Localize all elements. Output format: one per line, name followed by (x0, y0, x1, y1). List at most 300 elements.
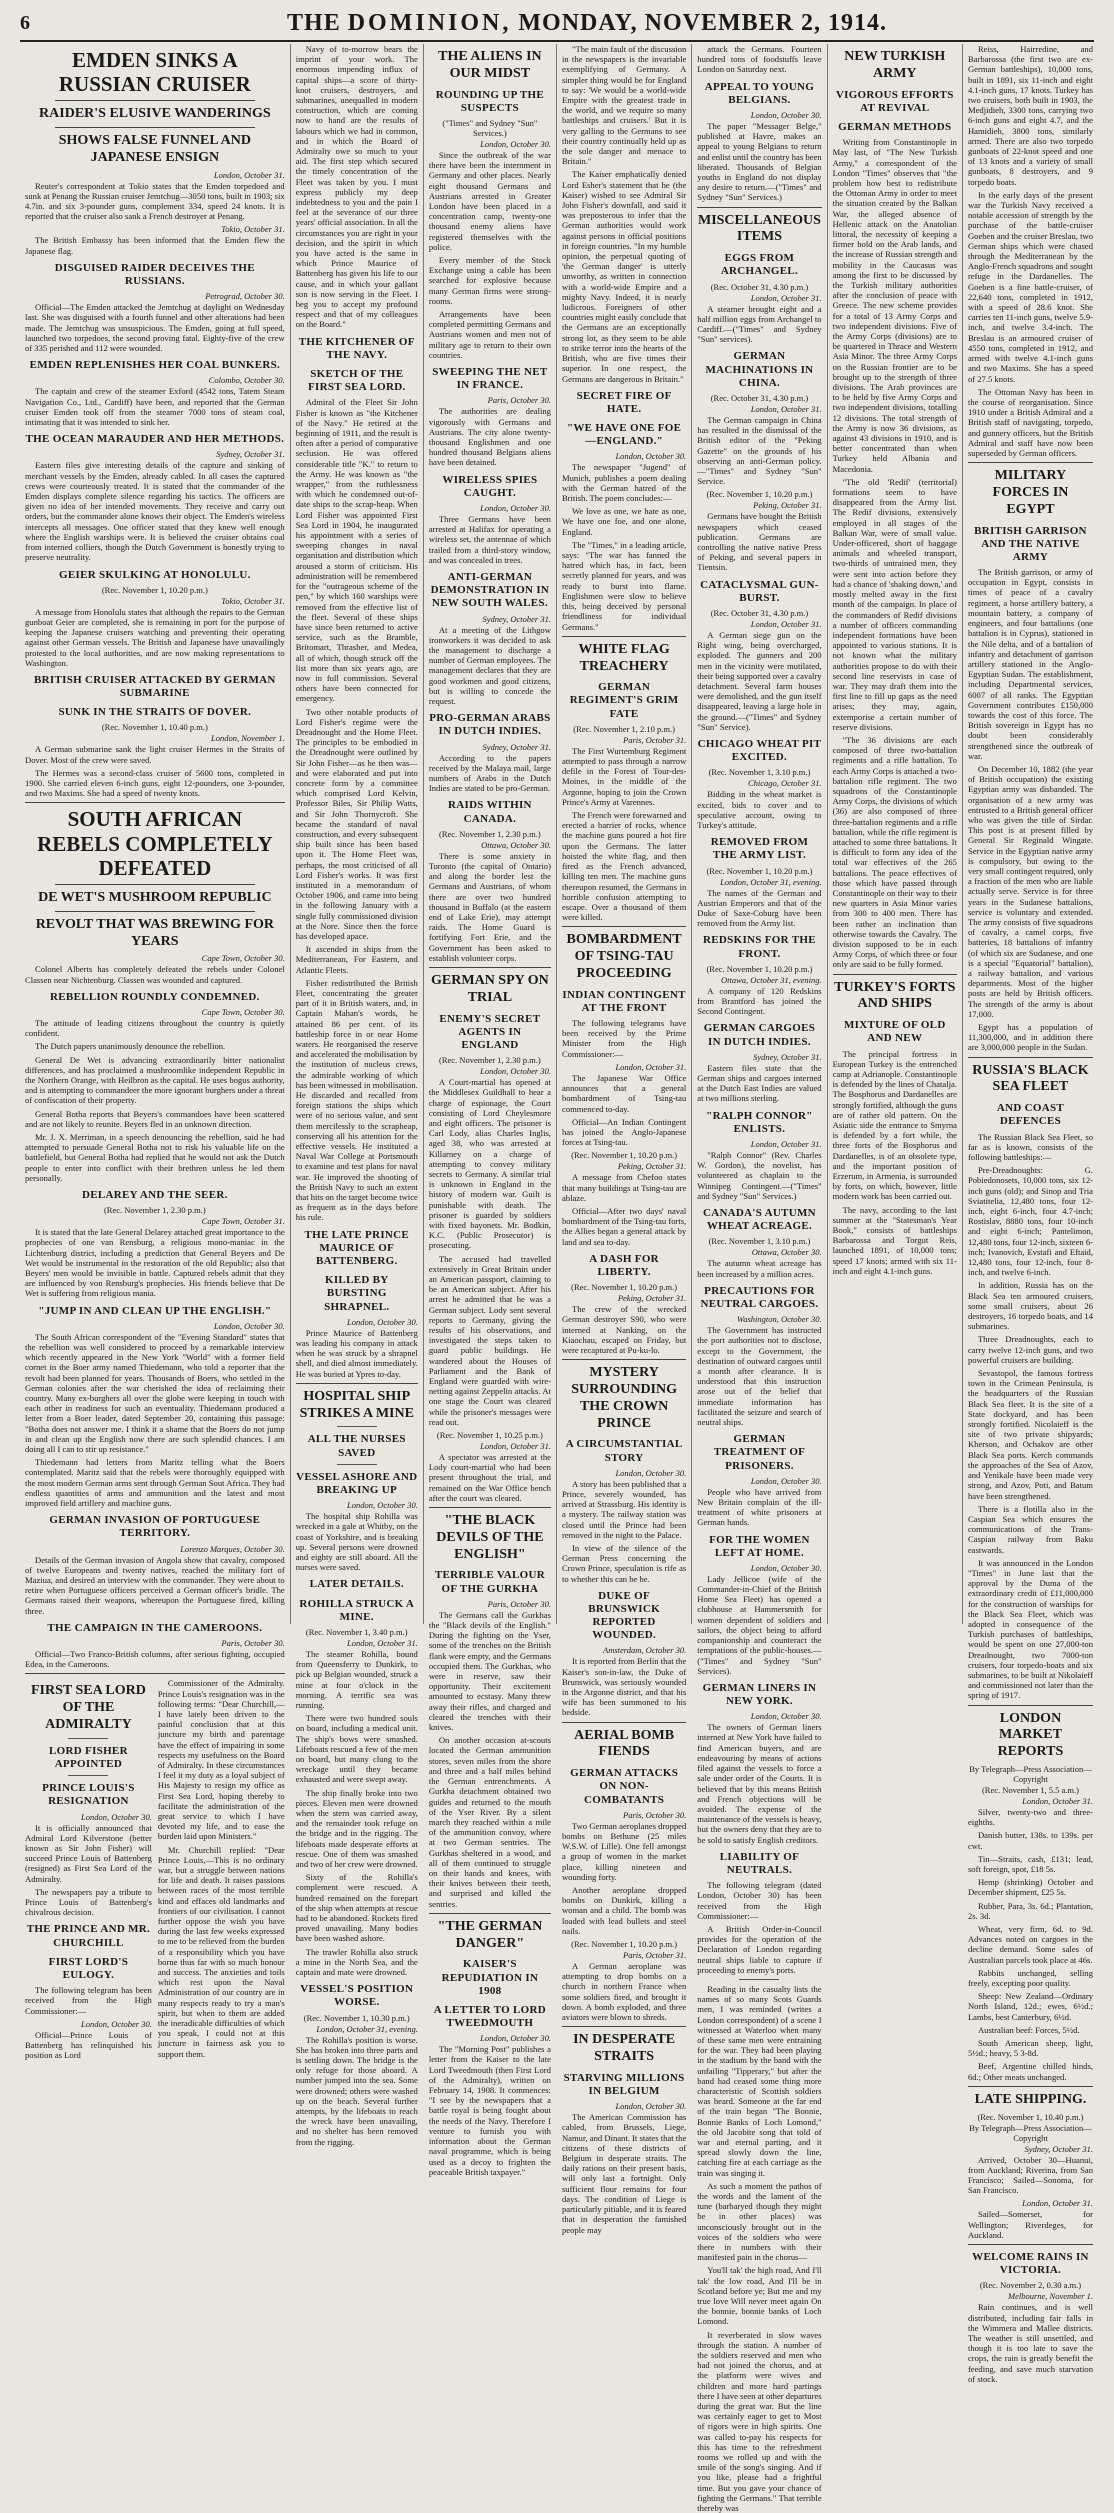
dateline: London, October 30. (750, 1562, 822, 1573)
dateline: London, October 30. (480, 2033, 551, 2044)
received-note: (Rec. November 1, 3.10 p.m.) (708, 767, 811, 778)
admiralty-right (158, 1678, 285, 2063)
section-heading: THE LATE PRINCE MAURICE OF BATTENBERG. (304, 1228, 410, 1268)
article-paragraph: The following telegram (dated London, October 30) has been received from the High Commissioner:— (697, 1880, 822, 1921)
subhead-false-funnel: SHOWS FALSE FUNNEL AND JAPANESE ENSIGN (58, 133, 251, 165)
article-paragraph: Arrived, October 30—Huanui, from Auckland; Riverina, from San Francisco; Sailed—Sonoma, for San Francisco. (967, 2154, 1093, 2196)
market-line: Sheep: New Zealand—Ordinary North Island, 12d.; ewes, 6½d.; Lambs, best Canterbury, 6½d. (967, 1991, 1093, 2022)
received-note: (Rec. November 1, 10.20 p.m.) (571, 1282, 678, 1293)
article-paragraph: A German aeroplane was attempting to drop bombs on a church in northern France when some soldiers fired, and brought it down. A bomb exploded, and three aviators were blown to shreds. (561, 1961, 687, 2023)
article-paragraph: "The old 'Redif' (territorial) formations seem to have disappeared from the Army list. The Redif divisions, extensively employed in all stages of the Balkan War, were of small value. Under-officered, short of baggage animals and wheeled transport, two-thirds of untrained men, they were sent into action before they had a chance of 'shaking down,' and mostly melted away in the first month of the campaign. In place of the commanders of Redif divisions a number of officers commanding independent formations have been appointed to various stations. It is not known what the military authorities propose to do with their second line reservists in case of war. They may draft them into the first line to fill up gaps as the need arises; they may, again, extemporise a certain number of reserve divisions. (832, 476, 957, 732)
article-paragraph: As such a moment the pathos of the words and the lament of the tune (barbaryed though they might be in other places) was unconsciously brought out in the voices of the soldiers who were there in numbers with their manifested pain in the chorus— (697, 2180, 822, 2263)
article-paragraph: A company of 120 Redskins from Brantford has joined the Second Contingent. (697, 985, 822, 1017)
article-paragraph: A message from Chefoo states that many buildings at Tsing-tau are ablaze. (561, 1172, 687, 1203)
article-paragraph: Bidding in the wheat market is excited, bids to cover and to speculative account, owing to Turkey's attitude. (697, 789, 822, 830)
dateline: London, October 30. (346, 1500, 418, 1511)
dateline: Peking, October 31. (617, 1161, 687, 1172)
column-5 (692, 44, 827, 2513)
article-paragraph: We love as one, we hate as one, We have one foe, and one alone, England. (561, 506, 687, 537)
dateline: London, October 31. (480, 1441, 551, 1452)
article-paragraph: The principal fortress in European Turkey is the entrenched camp at Adrianople. Constantinople is defended by the lines of Chatalja. The Bosphorus and Dardanelles are strongly fortified, although the guns are of rather old pattern. On the Asiatic side the entrance to Smyrna is defended by a fort while, the three forts of the Bosphorus and Dardanelles, is of an obsolete type, and the important position of Erzerum, in Armenia, is surrounded by forts, on which, however, little modern work has been carried out. (832, 1048, 957, 1202)
dateline: London, October 31. (750, 1138, 822, 1149)
section-heading: WIRELESS SPIES CAUGHT. (442, 473, 538, 499)
article-paragraph: The accused had travelled extensively in Great Britain under an American passport, claiming to be an American subject. After his arrest he admitted that he was a German subject. Lody sent several reports to Germany, giving the results of his observations, and investigated the steps taken to guard public buildings. He wandered about the Houses of Parliament and the Bank of England were guarded with wire-netting against Zeppelin attacks. At one stage the Court was cleared while the prisoner's messages were read out. (428, 1253, 551, 1427)
dateline: London, October 30. (346, 1316, 418, 1327)
section-heading: GERMAN MACHINATIONS IN CHINA. (705, 350, 814, 389)
paper-name: DOMINION, (347, 9, 512, 36)
dateline: London, October 30. (750, 1475, 822, 1486)
subhead-tweedmouth: A LETTER TO LORD TWEEDMOUTH (433, 2003, 547, 2030)
article-paragraph: The attitude of leading citizens throughout the country is quietly confident. (25, 1017, 285, 1039)
article-paragraph: In addition, Russia has on the Black Sea ten armoured cruisers, some small cruisers, about 26 destroyers, 16 torpedo boats, and 14 submarines. (967, 1280, 1093, 1332)
article-paragraph: Since the outbreak of the war there have been the internment in Germany and other places. Nearly eight thousand Germans and Austrians arrested in Greater London have been placed in a concentration camp, twenty-one thousand enemy aliens have registered themselves with the police. (428, 149, 551, 252)
dateline: Peking, October 31. (617, 1293, 687, 1304)
subhead-nurses: ALL THE NURSES SAVED (307, 1433, 406, 1459)
article-paragraph: Three Dreadnoughts, each to carry twelve 12-inch guns, and two powerful cruisers are building. (967, 1334, 1093, 1365)
market-line: Wheat, very firm, 6d. to 9d. Advances noted on cargoes in the decline demand. Some sales of Australian parcels took place at 46s. (967, 1923, 1093, 1965)
article-paragraph: The paper "Messager Belge," published at Havre, makes an appeal to young Belgians to return and enlist until the country has been liberated. Thousands of Belgian youths in England do not display any desire to return.—("Times" and Sydney "Sun" Services.) (697, 120, 822, 203)
received-note: (Rec. November 1, 3.10 p.m.) (708, 1236, 811, 1247)
section-heading: BRITISH CRUISER ATTACKED BY GERMAN SUBMARINE (34, 673, 276, 700)
received-note: (Rec. October 31, 4.30 p.m.) (710, 607, 809, 618)
dateline: Tokio, October 31. (221, 595, 285, 606)
article-paragraph: It ascended in ships from the Mediterranean, For Eastern, and Atlantic Fleets. (295, 944, 418, 975)
section-heading: EGGS FROM ARCHANGEL. (720, 252, 799, 278)
received-note: (Rec. November 1, 2.10 p.m.) (573, 723, 675, 734)
headline-desperate-straits: IN DESPERATE STRAITS (573, 2032, 676, 2065)
received-note: (Rec. November 2, 0.30 a.m.) (979, 2280, 1082, 2291)
dateline: Paris, October 30. (221, 1637, 285, 1648)
article-paragraph: In the early days of the present war the Turkish Navy received a notable accession of strength by the purchase of the battle-cruiser Goeben and the cruiser Breslau, two German ships which were chased through the Mediterranean by the Anglo-French squadrons and sought refuge in the Dardanelles. The Goeben is a fine battle-cruiser, of 22,640 tons, completed in 1912, with a speed of 28.6 knot. She carries ten 11-inch guns, twelve 5.9-inch, and twelve 3.4-inch. The Breslau is an armoured cruiser of 4550 tons, completed in 1912, and armed with twelve 4.1-inch guns and two Maxims. She has a speed of 27.5 knots. (967, 189, 1093, 384)
received-note: (Rec. November 1, 10.40 p.m.) (101, 722, 208, 733)
article-paragraph: According to the papers received by the Malaya mail, large numbers of Arabs in the Dutch Indies are stated to be pro-German. (428, 752, 551, 794)
article-paragraph: Commissioner of the Admiralty. Prince Louis's resignation was in the following terms: "Dear Churchill,—I have lately been driven to the painful conclusion that at this juncture my birth and parentage have the effect of impairing in some respects my usefulness on the Board of Admiralty. In these circumstances I feel it my duty as a loyal subject of His Majesty to resign my office as First Sea Lord, hoping thereby to facilitate the administration of the great service to which I have devoted my life, and to ease the burden laid upon Ministers." (157, 1678, 285, 1842)
subhead-revival: VIGOROUS EFFORTS AT REVIVAL (835, 88, 954, 114)
dateline: Washington, October 30. (736, 1314, 822, 1325)
article-paragraph: Eastern files state that the German ships and cargoes interned at the Dutch East Indies are valued at two millions sterling. (697, 1062, 822, 1104)
article-paragraph: Germans have bought the British newspapers which ceased publication. Germans are controlling the native native Press of Peking, and several papers in Tientsin. (697, 511, 822, 573)
article-paragraph: The navy, according to the last summer at the "Statesman's Year Book," consists of battleships Barbarossa and Torgut Reis, launched 1891, of 10,000 tons; speed 17 knots; armed with six 11-inch and eight 4.1-inch guns. (832, 1204, 957, 1276)
article-paragraph: The following telegrams have been received by the Prime Minister from the High Commissioner:— (561, 1018, 687, 1059)
section-heading: ANTI-GERMAN DEMONSTRATION IN NEW SOUTH WALES. (430, 571, 550, 610)
article-paragraph: The Japanese War Office announces that a general bombardment of Tsing-tau commenced to-day. (561, 1072, 687, 1114)
article-paragraph: A story has been published that a Prince, severely wounded, has arrived at Strassburg. His identity is a mystery. The railway station was closed until the Prince had been removed in the night to the Palace. (561, 1478, 687, 1540)
subhead-revolt: REVOLT THAT WAS BREWING FOR YEARS (35, 916, 275, 949)
article-paragraph: Pre-Dreadnoughts: G. Pobiedonosets, 10,000 tons, six 12-inch guns (old); and Sinop and Tria Sviatitelia, 12,480 tons, four 12-inch, eight 6-inch, four 4.7-inch; Rostislav, 8880 tons, four 10-inch and eight 6-inch; Pantelimon, 12,480 tons, four 12-inch, sixteen 6-inch; Ivanovich, Evstafi and Eftaid, 12,480 tons, four 12-inch, four 8-inch, and twelve 6-inch. (967, 1165, 1094, 1278)
section-heading: APPEAL TO YOUNG BELGIANS. (704, 80, 815, 106)
dateline: Sydney, October 31. (216, 449, 285, 460)
article-paragraph: Two other notable products of Lord Fisher's regime were the Dreadnought and the Home Fleet. The principles to be embodied in the Dreadnought were outlined by Sir John Fisher—as he then was—and were elaborated and put into concrete form by a committee which comprised Lord Kelvin, Professor Biles, Sir Philip Watts, and Sir John Thornycroft. She became the standard of naval construction, and every subsequent ship built since has been based upon it. The Home Fleet was, perhaps, the most criticised of all Lord Fisher's works. It was first instituted in a memorandum of October 1906, and came into being in the following January with a single fully commissioned division at the Nore. Since then the force has developed apace. (295, 706, 418, 941)
section-heading: LATER DETAILS. (309, 1578, 404, 1591)
dateline: London, October 31. (1022, 1795, 1093, 1806)
article-paragraph: Navy of to-morrow bears the imprint of your work. The enormous impending influx of capital ships—a score of thirty-knot cruisers, destroyers, and submarines, unequalled in modern construction, which are coming now to hand are the results of labours which we had in common, and in which the Board of Admiralty owe so much to your aid. The first step which secured the timely concentration of the Fleet was taken by you. I must express publicly my deep indebtedness to you and the pain I feel at the severance of our three years' official association. In all the circumstances you are right in your decision, and the spirit in which you have acted is the same in which Prince Maurice of Battenberg has given his life to our cause, and in which your gallant son is now serving in the Fleet. I beg you to accept my profound respect and that of my colleagues on the Board." (295, 44, 418, 330)
article-paragraph: "Ralph Connor" (Rev. Charles W. Gordon), the novelist, has volunteered as chaplain to the Winnipeg Contingent.—("Times" and Sydney "Sun" Services.) (697, 1149, 822, 1201)
headline-turkish-army: NEW TURKISH ARMY (844, 49, 946, 81)
dateline: Paris, October 30. (487, 1598, 551, 1609)
section-heading: REMOVED FROM THE ARMY LIST. (710, 836, 809, 862)
article-paragraph: Arrangements have been completed permitting Germans and Austrians women and men not of military age to return to their own countries. (428, 309, 551, 360)
article-paragraph: It reverberated in slow waves through the station. A number of the soldiers reserved and men who had not joined the chorus, and at the platform were wives and children and more hard partings there I have seen at other departures during the great war. But the line was certainly eager to get to Most of rigors were in high spirits. One was called to-pay his respects for this has time to the refreshment rooms we rolled up and with the smile of the song's singing. And if you like, please had a frightful time. But you gave your chance of fighting the Germans." That terrible thereby was (697, 2329, 822, 2513)
headline-german-danger: "THE GERMAN DANGER" (437, 1918, 543, 1951)
article-paragraph: Official—After two days' naval bombardment of the Tsing-tau forts, the Allies began a general attack by land and sea to-day. (561, 1205, 687, 1247)
article-paragraph: The hospital ship Rohilla was wrecked in a gale at Whitby, on the coast of Yorkshire, and is breaking up. Several persons were drowned and eighty are still aboard. All the nurses were saved. (295, 1511, 418, 1573)
article-paragraph: attack the Germans. Fourteen hundred tons of foodstuffs leave London on Saturday next. (697, 44, 822, 75)
article-paragraph: "The main fault of the discussion in the newspapers is the invariable exemplifying of Germany. A simpler thing would be for England to say: 'We would be a world-wide Empire with the greatest trade in the world, and we require so many battleships and cruisers.' But it is very galling to the Germans to see their country continually held up as the sole danger and menace to Britain." (561, 44, 687, 167)
dateline: Paris, October 30. (623, 1809, 687, 1820)
subhead-regiment: GERMAN REGIMENT'S GRIM FATE (569, 681, 679, 720)
dateline: Sydney, October 31. (482, 741, 551, 752)
article-paragraph: The newspaper "Jugend" of Munich, publishes a poem dealing with the German hatred of the British. The poem concludes:— (561, 462, 687, 504)
section-heading: DUKE OF BRUNSWICK REPORTED WOUNDED. (588, 1589, 660, 1642)
dateline: London, October 30. (750, 1711, 822, 1722)
section-heading: LIABILITY OF NEUTRALS. (719, 1850, 800, 1876)
section-heading: CHICAGO WHEAT PIT EXCITED. (697, 738, 822, 764)
article-paragraph: The British garrison, or army of occupation in Egypt, consists in times of peace of a cavalry regiment, a horse artillery battery, a mountain battery, a company of engineers, and four battalions (one battalion is in Cyprus), stationed in the Nile delta, and of a battalion of infantry and detachment of garrison artillery stationed in the Anglo-Egyptian Sudan. The establishment, including Departmental services, 6007 of all ranks. The Egyptian Government contributes £150,000 towards the cost of this force. The British sovereign in Egypt has no doubt been considerably strengthened since the outbreak of war. (967, 567, 1093, 761)
subhead-circumstantial: A CIRCUMSTANTIAL STORY (565, 1438, 683, 1464)
column-7 (963, 44, 1098, 2384)
dateline: London, October 31, evening. (720, 876, 822, 887)
section-heading: GERMAN TREATMENT OF PRISONERS. (713, 1433, 806, 1472)
masthead (20, 6, 1094, 42)
dateline: Chicago, October 31. (747, 778, 822, 789)
article-paragraph: A spectator was arrested at the Lody court-martial who had been present throughout the trial, and remained on the War Office bench after the court was cleared. (428, 1452, 551, 1503)
article-paragraph: The newspapers pay a tribute to Prince Louis of Battenberg's chivalrous decision. (25, 1886, 152, 1918)
dateline: London, October 30. (615, 451, 687, 462)
article-paragraph: It was announced in the London "Times" in June last that the approval by the Duma of the extraordinary credit of £11,000,000 for the construction of warships for the Black Sea Fleet, which was adopted in consequence of the Turkish purchases of battleships, would be spent on one 27,000-ton Dreadnought, two 7000-ton cruisers, four torpedo-boats and six submarines, to be built at Nikolaieff and commissioned not later than the spring of 1917. (967, 1557, 1093, 1701)
article-paragraph: The "Times," in a leading article, says: "The war has fanned the hatred which has, in fact, been secretly planned for years, and was ready to burst into flame. Englishmen were slow to believe this, being deceived by personal friendliness for individual Germans." (561, 539, 687, 632)
issue-date: MONDAY, NOVEMBER 2, 1914. (518, 9, 887, 36)
newspaper-title (80, 10, 1094, 37)
columns (20, 44, 1098, 2513)
subhead-raider: RAIDER'S ELUSIVE WANDERINGS (39, 106, 271, 122)
dateline: London, October 30. (81, 2018, 152, 2029)
article-paragraph: Official—An Indian Contingent has joined the Anglo-Japanese forces at Tsing-tau. (561, 1116, 687, 1148)
article-paragraph: The names of the German and Austrian Emperors and that of the Duke of Saxe-Coburg have been removed from the Army list. (697, 887, 822, 929)
article-paragraph: The French were forewarned and erected a barrier of rocks, whence the machine guns poured a hot fire upon the Germans. The latter hoisted the white flag, and then fired as the French advanced, killing ten men. The machine guns thereupon resumed, the Germans in horrible confusion attempting to escape. Over a thousand of them were killed. (561, 810, 687, 923)
section-heading: A DASH FOR LIBERTY. (589, 1252, 659, 1278)
section-heading: "RALPH CONNOR" ENLISTS. (706, 1109, 813, 1135)
market-line: Silver, twenty-two and three-eighths. (967, 1806, 1093, 1828)
dateline: Cape Town, October 30. (201, 1006, 285, 1017)
subhead-belgium: STARVING MILLIONS IN BELGIUM (563, 2071, 685, 2098)
subhead-garrison: BRITISH GARRISON AND THE NATIVE ARMY (974, 524, 1087, 563)
received-note: (Rec. November 1, 10.40 p.m.) (977, 2111, 1084, 2122)
dateline: London, October 31. (750, 403, 822, 414)
dateline: Ottawa, October 30. (481, 839, 551, 850)
market-line: Rubber, Para, 3s. 6d.; Plantation, 2s. 3d. (967, 1900, 1093, 1921)
headline-aerial-bomb: AERIAL BOMB FIENDS (574, 1727, 675, 1760)
received-note: (Rec. November 1, 10.20 p.m.) (706, 865, 813, 876)
article-paragraph: A German siege gun on the Right wing, being overcharged, exploded. The gunners and 200 men in the vicinity were mutilated, their being supported over a cavalry detachment. Several farm houses were demolished, and the gun itself disappeared, leaving a large hole in the ground.—("Times" and Sydney "Sun" Service). (697, 629, 822, 732)
article-paragraph: The "Morning Post" publishes a letter from the Kaiser to the late Lord Tweedmouth (then First Lord of the Admiralty), written on February 14, 1908. It commences: "I see by the newspapers that a battle royal is being fought about the needs of the Navy. Therefore I venture to furnish you with information about the German naval programme, which is being used as a decoy to frighten the peaceable British taxpayer." (428, 2044, 551, 2177)
article-paragraph: Reuter's correspondent at Tokio states that the Emden torpedoed and sunk at Penang the Russian cruiser Jemtchug—3050 tons, built in 1903; six 4.7in. and six 3-pounder guns, complement 334, speed 24 knots. It is reported that the cruiser also sank a French destroyer at Penang. (25, 180, 285, 222)
market-line: Australian beef: Forces, 5½d. (977, 2024, 1080, 2035)
headline-black-devils: "THE BLACK DEVILS OF THE ENGLISH" (436, 1513, 544, 1562)
subhead-coast-defences: AND COAST DEFENCES (996, 1102, 1065, 1128)
article-paragraph: It is officially announced that Admiral Lord Kilverstone (better known as Sir John Fisher) will succeed Prince Louis of Battenberg (resigned) as First Sea Lord of the Admiralty. (25, 1822, 152, 1884)
received-note: (Rec. November 1, 2.30 p.m.) (439, 828, 541, 839)
headline-emden: EMDEN SINKS A RUSSIAN CRUISER (58, 48, 251, 97)
article-paragraph: A Court-martial has opened at the Middlesex Guildhall to hear a charge of espionage, the Court consisting of Lord Cheylesmore and eight officers. The prisoner is Carl Lody, alias Charles Inglis, aged 38, who was arrested at Killarney on a charge of attempting to convey military secrets to Germany. A similar trial is unknown in England in the history of modern war. Guilt is punishable with death. The prisoner is guarded by soldiers with fixed bayonets. Mr. Bodkin, K.C. (Public Prosecutor) is prosecuting. (428, 1077, 551, 1251)
page-number: 6 (20, 11, 30, 34)
dateline: London, October 30. (750, 109, 822, 120)
received-note: (Rec. November 1, 10.20 p.m.) (571, 1150, 678, 1161)
subhead-fisher: LORD FISHER APPOINTED (49, 1744, 128, 1770)
section-heading: VESSEL'S POSITION WORSE. (300, 1983, 414, 2009)
received-note: (Rec. October 31, 4.30 p.m.) (710, 281, 809, 292)
article-paragraph: On December 10, 1882 (the year of British occupation) the existing Egyptian army was disbanded. The organisation of a new army was entrusted to a British general officer who was given the title of Sirdar. This post is at present filled by General Sir Reginald Wingate. Service in the Egyptian native army is compulsory, but owing to the very small contingent required, only a fraction of the men who are liable actually serve. Service is for three years in the Sudanese battalions, service is voluntary and extended. The army consists of five squadrons of cavalry, a camel corps, five batteries, 18 battalions of infantry (of which six are Sudanese, and one is a special "Equatorial" battalion), a railway battalion, and various departments. Most of the higher posts are held by British officers. The strength of the army is about 17,000. (967, 763, 1093, 1019)
article-paragraph: General De Wet is advancing extraordinarily bitter nationalist differences, and has proclaimed a mushroomlike independent Republic in the Northern Orange, with Heilbron as the capital. He uses bogus authority, and is attempting to commandeer the more ignorant burghers under a threat of confiscation of their property. (25, 1054, 285, 1106)
headline-welcome-rains: WELCOME RAINS IN VICTORIA. (972, 2251, 1089, 2277)
dateline: Colombo, October 30. (208, 375, 285, 386)
subhead-de-wet: DE WET'S MUSHROOM REPUBLIC (38, 889, 272, 905)
dateline: Paris, October 31. (623, 734, 687, 745)
subhead-eulogy: FIRST LORD'S EULOGY. (48, 1955, 129, 1981)
dateline: Amsterdam, October 30. (603, 1645, 687, 1656)
article-paragraph: The trawler Rohilla also struck a mine in the North Sea, and the captain and mate were drowned. (295, 1946, 418, 1978)
received-note: (Rec. November 1, 10.20 p.m.) (706, 963, 813, 974)
article-paragraph: Mr. J. X. Merriman, in a speech denouncing the rebellion, said he had attempted to persuade General Botha not to risk his valuable life on the battlefield, but General Botha had replied that he would not ask the Dutch people to enter into conflict with their brethren unless he led them personally. (25, 1131, 285, 1183)
subhead-vessel-ashore: VESSEL ASHORE AND BREAKING UP (296, 1470, 418, 1496)
dateline: London, October 31, evening. (316, 2023, 418, 2034)
subhead-old-and-new: MIXTURE OF OLD AND NEW (843, 1019, 946, 1045)
section-heading: SECRET FIRE OF HATE. (576, 389, 672, 415)
dateline: London, October 30. (615, 1467, 687, 1478)
section-heading: GERMAN LINERS IN NEW YORK. (702, 1681, 817, 1708)
dateline: Lorenzo Marques, October 30. (180, 1543, 285, 1554)
article-paragraph: Thiedemann had letters from Maritz telling what the Boers contemplated. Maritz said that the rebels were thoroughly equipped with the most modern German arms sent through German Sout Africa. They had endless quantities of arms and ammunition and the latest and most improved field artillery and machine guns. (25, 1457, 285, 1508)
section-subheading: "WE HAVE ONE FOE—ENGLAND." (566, 422, 682, 448)
section-heading: SWEEPING THE NET IN FRANCE. (432, 366, 548, 392)
received-note: (Rec. November 1, 2.30 p.m.) (103, 1205, 206, 1216)
dateline: London, November 1. (211, 733, 285, 744)
article-paragraph: Every member of the Stock Exchange using a cable has been searched for explosive because many German firms were strong-rooms. (428, 255, 551, 306)
article-paragraph: The Government has instructed the port authorities not to disclose, except to the Government, the destination of outward cargoes until a month after clearance. It is understood that this instruction arose out of the belief that immediate information has facilitated the seizure and search of neutral ships. (697, 1325, 822, 1427)
dateline: Peking, October 31. (753, 500, 822, 511)
article-paragraph: The owners of German liners interned at New York have failed to find American buyers, and are endeavouring by means of actions filed against the vessels to force a sale under order of the Courts. It is believed that by this means British and French objections will be avoided. The expense of the maintenance of the vessels is heavy, but the owners deny that they are to be sold to satisfy English creditors. (697, 1722, 822, 1845)
section-heading: GERMAN CARGOES IN DUTCH INDIES. (703, 1022, 816, 1048)
article-paragraph: There were two hundred souls on board, including a medical unit. The ship's bows were smashed. Lifeboats rescued a few of the men on board, but many clung to the wreckage until they became exhausted and were swept away. (295, 1713, 418, 1785)
market-line: Danish butter, 138s. to 139s. per cwt. (967, 1830, 1093, 1851)
source-note: By Telegraph—Press Association—Copyright (969, 1763, 1092, 1784)
article-paragraph: On another occasion at-scouts located the German ammunition stores, seven miles from the shore and three and a half miles behind the German entrenchments. A Gurkha detachment obtained two guides and returned to the mouth of the Yser River. By a silent march they reached within a mile of the ammunition convoy, where at two German sentries. The Gurkhas sheltered in a wood, and all of them continued to struggle on their hands and knees, with their knives between their teeth, and surprised and killed the sentries. (428, 1735, 551, 1909)
subhead-resignation: PRINCE LOUIS'S RESIGNATION (42, 1782, 135, 1808)
section-heading: THE CAMPAIGN IN THE CAMEROONS. (47, 1621, 263, 1634)
section-subheading: KILLED BY BURSTING SHRAPNEL. (324, 1274, 390, 1313)
section-heading: REBELLION ROUNDLY CONDEMNED. (50, 990, 260, 1003)
section-subheading: ROHILLA STRUCK A MINE. (299, 1597, 415, 1623)
article-paragraph: Official—The Emden attacked the Jemtchug at daylight on Wednesday last. She was disguised with a fourth funnel and other alterations had been made. The Jemtchug was unsuspicious. The Emden, going at full speed, launched two torpedoes, the second proving fatal. Eighty-five of the crew of 335 perished and 112 were wounded. (25, 302, 285, 354)
headline-aliens: THE ALIENS IN OUR MIDST (438, 49, 542, 81)
received-note: (Rec. November 1, 2.30 p.m.) (439, 1055, 541, 1066)
dateline: Petrograd, October 30. (205, 291, 285, 302)
admiralty-left (25, 1678, 152, 2063)
article-paragraph: The autumn wheat acreage has been increased by a million acres. (697, 1258, 822, 1279)
article-paragraph: Official—Prince Louis of Battenberg has relinquished his position as Lord (25, 2029, 152, 2061)
dateline: London, October 30. (480, 503, 551, 513)
dateline: Paris, October 30. (487, 395, 551, 406)
section-heading: GERMAN INVASION OF PORTUGUESE TERRITORY. (49, 1514, 261, 1540)
received-note: (Rec. November 1, 10.25 p.m.) (436, 1430, 543, 1441)
market-line: Rabbits unchanged, selling freely, excepting poor quality. (967, 1967, 1093, 1988)
article-paragraph: Official—Two Franco-British columns, after serious fighting, occupied Edea, in the Cameroons. (25, 1648, 285, 1670)
article-paragraph: Mr. Churchill replied: "Dear Prince Louis,—This is no ordinary war, but a struggle between nations for life and death. It raises passions between races of the most terrible kind and effaces old landmarks and frontiers of our civilisation. I cannot further oppose the wish you have during the last few weeks expressed to me to be relieved from the burden of a responsibility which you have borne thus far with so much honour and success. The anxieties and toils which rest upon the Naval Administration of our country are in many respects ready to try a man's spirit, but when to them are added the ineradicable difficulties of which you speak, I could not at this juncture in fairness ask you to support them. (157, 1844, 285, 2059)
dateline: Melbourne, November 1. (1008, 2291, 1093, 2302)
article-paragraph: People who have arrived from New Britain complain of the ill-treatment of white prisoners at German hands. (697, 1486, 822, 1528)
received-note: (Rec. November 1, 5.5 a.m.) (981, 1784, 1079, 1795)
article-paragraph: It is stated that the late General Delarey attached great importance to the prophecies of one van Rensburg, a religious mono-maniac in the Lichtenburg district, including a prediction that General Beyers and De Wet would be instrumental in the restoration of the old Republic; also that Beyers' men would be invisible in battle. Captured rebels admit that they are influenced by von Rensburg's prophecies. His friends believe that De Wet is suffering from religious mania. (25, 1227, 285, 1299)
dateline: Cape Town, October 30. (201, 953, 285, 964)
article-paragraph: Reading in the casualty lists the names of so many Scots Guards men, I was reminded (writes a London correspondent) of a scene I witnessed at Waterloo when many of these same men were entraining for the war. They had been playing in the stadium by the band with the unfailing "Tipperary," but after the band had ceased some thing more characteristic of Scottish soldiers was heard. Someone at the far end of the train began "The Bonnie, Bonnie Banks of Loch Lomond," the old Jacobite song that told of war and eternal parting, and it spread slowly down the line, catching fire at each carriage as the train was singing it. (697, 1983, 822, 2178)
article-paragraph: A British Order-in-Council provides for the operation of the Declaration of London regarding neutral ships liable to capture if proceeding to enemy's ports. (697, 1923, 822, 1975)
dateline: Sydney, October 31. (753, 1051, 822, 1062)
column-6 (828, 44, 963, 1624)
headline-market-reports: LONDON MARKET REPORTS (997, 1710, 1064, 1760)
article-paragraph: The Rohilla's position is worse. She has broken into three parts and is settling down. The bridge is the only refuge for those aboard. A number jumped into the sea. Some were drowned; others were washed up on the beach. Several further attempts, by the lifeboats to reach the wreck have been unavailing, and no shelter has been removed from the rigging. (295, 2034, 418, 2147)
headline-turkey-forts: TURKEY'S FORTS AND SHIPS (834, 979, 956, 1012)
subhead-kaiser: KAISER'S REPUDIATION IN 1908 (441, 1958, 539, 1997)
subhead-german-methods: GERMAN METHODS (838, 120, 952, 133)
section-heading: "JUMP IN AND CLEAN UP THE ENGLISH." (38, 1304, 272, 1317)
section-heading: RAIDS WITHIN CANADA. (448, 799, 532, 825)
article-paragraph: Colonel Alberts has completely defeated the rebels under Colonel Classen near Nichtenburg. Classen was wounded and captured. (25, 964, 285, 985)
article-paragraph: There is a flotilla also in the Caspian Sea which ensures the communications of the Trans-Caspian railway from Baku eastwards. (967, 1503, 1093, 1555)
article-paragraph: "The 36 divisions are each composed of three two-battalion regiments and a rifle battalion. To each Army Corps is attached a two-battalion rifle regiment. The two squadrons of the Constantinople Army Corps, the divisions of which (36) are also composed of three three-battalion regiments and a rifle battalion, while the rifle regiment is attached to some three battalions. It is difficult to form any idea of the total war effectives of the 265 battalions. The peace effectives of those which have passed through Constantinople on their way to their new quarters in Asia Minor varies from 300 to 400 men. There has been rather an inclination than otherwise towards the Cavalry. The division supposed to be in each Army Corps, of which three or four only are said to be fully formed. (832, 734, 957, 970)
section-heading: THE OCEAN MARAUDER AND HER METHODS. (25, 433, 285, 446)
section-heading: PRECAUTIONS FOR NEUTRAL CARGOES. (700, 1284, 819, 1310)
article-paragraph: Lady Jellicoe (wife of the Commander-in-Chief of the British Home Sea Fleet) has opened a clubhouse at Hammersmith for women dependent of soldiers and sailors, the object being to afford companionship and counteract the temptations of the public-houses.—("Times" and Sydney "Sun" Services). (697, 1573, 822, 1676)
article-paragraph: Sailed—Somerset, for Wellington; Riverdeges, for Auckland. (967, 2209, 1093, 2240)
headline-white-flag: WHITE FLAG TREACHERY (578, 641, 670, 674)
subhead-indian-contingent: INDIAN CONTINGENT AT THE FRONT (562, 988, 686, 1014)
dateline: Tokio, October 31. (221, 224, 285, 235)
headline-late-shipping: LATE SHIPPING. (974, 2091, 1087, 2107)
dateline: London, October 31. (750, 618, 822, 629)
article-paragraph: Egypt has a population of 11,300,000, and in addition there are 3,000,000 people in the Sudan. (967, 1022, 1093, 1053)
article-paragraph: Reiss, Hairredine, and Barbarossa (the first two are ex-German battleships), 10,000 tons, built in 1891, six 11-inch and eight 4.1-inch guns, 17 knots. Turkey has two cruisers, both built in 1903, the Medjidieh, 3300 tons, carrying two 6-inch guns and eight 4.7, and the Hamidieh, 3800 tons, similarly armed. There are also two torpedo gunboats of 22-knot speed and one of 13 knots and a variety of small gunboats, 8 destroyers, and 9 torpedo boats. (967, 44, 1093, 187)
market-line: Hemp (shrinking) October and December shipment, £25 5s. (967, 1877, 1093, 1898)
received-note: (Rec. November 1, 10.20 p.m.) (571, 1939, 678, 1950)
subhead-gurkha: TERRIBLE VALOUR OF THE GURKHA (434, 1569, 545, 1595)
article-paragraph: A steamer brought eight and a half million eggs from Archangel to Cardiff.—("Times" and Sydney "Sun" services). (697, 303, 822, 345)
article-paragraph: The American Commission has cabled, from Brussels, Liege, Namur, and Dinant. It states that the citizens of these districts of Belgium in desperate straits. The daily rations on their present basis, will only last a fortnight. Only sufficient flour remains for four days. The condition of Liege is particularly pitiable, and it is feared that in desperation the famished people may (561, 2112, 687, 2235)
section-heading: PRO-GERMAN ARABS IN DUTCH INDIES. (429, 712, 551, 738)
dateline: Paris, October 31. (623, 1950, 687, 1961)
column-4 (557, 44, 692, 2235)
article-paragraph: In view of the silence of the German Press concerning the Crown Prince, speculation is rife as to whether this can be he. (561, 1542, 687, 1584)
dateline: London, October 31. (1022, 2198, 1093, 2209)
article-paragraph: Prince Maurice of Battenberg was leading his company in attack when he was struck by a shrapnel shell, and died almost immediately. He was buried at Ypres to-day. (295, 1327, 418, 1379)
dateline: London, October 31. (213, 169, 285, 180)
headline-rebels: SOUTH AFRICAN REBELS COMPLETELY DEFEATED (37, 807, 273, 880)
section-heading: FOR THE WOMEN LEFT AT HOME. (709, 1533, 810, 1559)
section-heading: CATACLYSMAL GUN-BURST. (700, 578, 819, 604)
headline-miscellaneous: MISCELLANEOUS ITEMS (697, 212, 821, 245)
dateline: London, October 30. (480, 138, 551, 149)
column-1 (20, 44, 291, 2061)
article-paragraph: The steamer Rohilla, bound from Queensferry to Dunkirk, to pick up Belgian wounded, struck a mine at four o'clock in the morning. A terrific sea was running. (295, 1648, 418, 1710)
dateline: London, October 31. (750, 292, 822, 303)
article-paragraph: The German campaign in China has resulted in the dismissal of the British editor of the "Peking Gazette" on the grounds of his observing an anti-German policy.—"Times" and Sydney "Sun" Service. (697, 414, 822, 487)
market-line: Beef, Argentine chilled hinds, 6d.; Other meats unchanged. (967, 2061, 1093, 2082)
headline-crown-prince: MYSTERY SURROUNDING THE CROWN PRINCE (571, 1365, 678, 1431)
article-paragraph: Another aeroplane dropped bombs on Dunkirk, killing a woman and a child. The bomb was loaded with lead bullets and steel nails. (561, 1885, 687, 1936)
headline-sea-lord: FIRST SEA LORD OF THE ADMIRALTY (30, 1683, 146, 1732)
article-paragraph: A German submarine sank the light cruiser Hermes in the Straits of Dover. Most of the crew were saved. (25, 744, 285, 765)
received-note: (Rec. October 31, 4.30 p.m.) (710, 392, 809, 403)
dateline: London, October 30. (480, 1066, 551, 1077)
article-paragraph: The Russian Black Sea Fleet, so far as is known, consists of the following battleships:— (967, 1131, 1093, 1162)
section-heading: THE KITCHENER OF THE NAVY. (298, 335, 415, 361)
received-note: (Rec. November 1, 3.40 p.m.) (305, 1626, 408, 1637)
subhead-secret-agents: ENEMY'S SECRET AGENTS IN ENGLAND (439, 1012, 541, 1051)
article-paragraph: The Ottoman Navy has been in the course of reorganisation. Since 1910 under a British Admiral and a British staff of navigating, torpedo, and gunnery officers, but the British Admiral and staff have now been superseded by German officers. (967, 386, 1093, 458)
article-paragraph: Writing from Constantinople in May last, of "The New Turkish Army," a correspondent of the London "Times" observes that "the problem how best to redistribute the Ottoman Army in order to meet the situation created by the Balkan War, the alleged absence of Hellenic attack on the Anatolian littoral, the necessity of keeping a firmer hold on the Arab lands, and the increase of Russian strength and mobility in the Caucasus was among the first to be discussed by the Turkish military authorities after the conclusion of peace with Greece. The new scheme provides for a total of 13 Army Corps and two independent divisions. Five of the Army Corps (divisions) are to be quartered in Thrace and Western Asia Minor. The three Army Corps on the Russian frontier are to be brought up to the strength of three divisions. The Arab provinces are to be held by five Army Corps and two independent divisions, totalling 12 divisions. The total strength of the Army is now 36 divisions, as against 43 divisions in 1910, and is better concentrated than when Turkey held Albania and Macedonia. (832, 137, 957, 474)
source-note: By Telegraph—Press Association—Copyright (969, 2122, 1092, 2143)
column-2 (291, 44, 424, 2147)
dateline: London, October 31. (346, 1637, 418, 1648)
article-paragraph: General Botha reports that Beyers's commandoes have been scattered and are not likely to reunite. Beyers fled in an unknown direction. (25, 1108, 285, 1129)
dateline: Sydney, October 31. (1024, 2143, 1093, 2154)
headline-black-sea: RUSSIA'S BLACK SEA FLEET (972, 1062, 1089, 1095)
column-3 (424, 44, 557, 2177)
article-paragraph: Two German aeroplanes dropped bombs on Bethune (25 miles W.S.W. of Lille). One fell amongst a group of women in the market place, killing nineteen and wounding forty. (561, 1820, 687, 1882)
subhead-churchill: THE PRINCE AND MR. CHURCHILL (26, 1923, 151, 1949)
market-line: Tin—Straits, cash, £131; lead, soft foreign, spot, £18 5s. (967, 1853, 1093, 1874)
article-paragraph: Eastern files give interesting details of the capture and sinking of merchant vessels by the Emden, already cabled. In all cases the captured crews were courteously treated. It is stated that the commander of the Emden displays complete silence regarding his tactics. The officers are given no idea of her intended movements. They receive and carry out orders, but the commander alone knows their object. The Emden's wireless intercepts all messages. One officer stated that they knew well enough where the English warships were. It is believed the cruiser obtains coal from interned colliers, though the Dutch Government is honestly trying to preserve neutrality. (25, 460, 285, 563)
headline-hospital-ship: HOSPITAL SHIP STRIKES A MINE (299, 1388, 414, 1421)
article-paragraph: The Kaiser emphatically denied Lord Esher's statement that he (the Kaiser) wished to see Admiral Sir John Fisher's downfall, and said it was preposterous to infer that the German authorities would work against persons in official positions in foreign countries. "In my humble opinion, the perpetual quoting of 'the German danger' is utterly unworthy, as written in connection with a world-wide Empire and a mighty Navy. Indeed, it is nearly ludicrous. Foreigners of other countries might easily conclude that the Germans are an exceptionally strong lot, as they seem to be able to strike terror into the hearts of the British, who are five times their superior. In one respect, the Germans are dangerous in Britain." (561, 169, 687, 384)
dateline: Sydney, October 31. (482, 613, 551, 624)
dateline: London, October 30. (615, 2101, 687, 2112)
article-paragraph: Details of the German invasion of Angola show that cavalry, composed of twelve Europeans and twenty natives, reached the military fort of Maziua, and desired an interview with the commander. They were about to retire when Portuguese officers perceived a German officer's bridle. The Germans raised their weapons, whereupon the Portuguese fired, killing three. (25, 1554, 285, 1616)
section-heading: CANADA'S AUTUMN WHEAT ACREAGE. (702, 1206, 816, 1233)
article-paragraph: Admiral of the Fleet Sir John Fisher is known as "the Kitchener of the Navy." He retired at the beginning of 1911, and the result is often after a period of comparative seclusion. He was offered considerable title "K." to return to the Army. He was known as "the wrapper," from the ruthlessness with which he condemned out-of-date ships to the scrap-heap. When Lord Fisher was appointed First Sea Lord in 1904, he inaugurated his appointment with a series of sweeping changes in naval organisation and distribution which aroused a storm of criticism. His administration will be remembered for the "outrageous scheme of the pen," by which 160 warships were removed from the effective list of the fleet. Several of these ships have since been returned to active service, such as the Bramble, Britomart, Thrasher, and Medea, all of which, though struck off the list more than six years ago, are now in full commission. Several others have been connected for emergency. (295, 397, 418, 704)
received-note: (Rec. November 1, 10.20 p.m.) (101, 584, 208, 595)
article-paragraph: At a meeting of the Lithgow ironworkers it was decided to ask the management to discharge a number of German employees. The management declares that they are good workmen and good citizens, but is willing to concede the request. (428, 624, 551, 706)
article-paragraph: Sixty of the Rohilla's complement were rescued. A hundred remained on the forepart of the ship when attempts at rescue had to be abandoned. Rockets fired proved unavailing. Many bodies have been washed ashore. (295, 1872, 418, 1944)
article-paragraph: The authorities are dealing vigorously with Germans and Austrians. The city alone twenty-thousand Englishmen and one hundred thousand Belgians aliens have been detained. (428, 406, 551, 468)
subhead-suspects: ROUNDING UP THE SUSPECTS (435, 88, 544, 114)
article-paragraph: The Germans call the Gurkhas the "Black devils of the English." During the fighting on the Yser, some of the trenches on the British flank were empty, and the Germans occupied them. The Gurkhas, who were in reserve, saw their opportunity. Their excitement amounted to ecstasy. Many threw away their rifles, and charged and cleared the trenches with their knives. (428, 1609, 551, 1733)
article-paragraph: The Hermes was a second-class cruiser of 5600 tons, completed in 1900. She carried eleven 6-inch guns, eight 12-pounders, one 3-pounder, and two Maxims. She had a speed of twenty knots. (25, 767, 285, 799)
section-heading: DISGUISED RAIDER DECEIVES THE RUSSIANS. (54, 261, 255, 288)
section-heading: EMDEN REPLENISHES HER COAL BUNKERS. (29, 359, 281, 372)
dateline: London, October 30. (213, 1320, 285, 1331)
subhead-non-combatants: GERMAN ATTACKS ON NON-COMBATANTS (570, 1767, 679, 1806)
title-prefix: THE (287, 9, 341, 36)
headline-egypt: MILITARY FORCES IN EGYPT (992, 468, 1069, 517)
section-heading: GEIER SKULKING AT HONOLULU. (59, 568, 251, 581)
article-paragraph: The Dutch papers unanimously denounce the rebellion. (35, 1041, 226, 1052)
article-paragraph: The crew of the wrecked German destroyer S90, who were interned at Nanking, on the Kiaochau, escaped on Friday, but were recaptured at Pu-ku-lo. (561, 1304, 687, 1355)
article-paragraph: The captain and crew of the steamer Exford (4542 tons, Tatem Steam Navigation Co., Ltd., Cardiff) have been, and reported that the German cruiser Emden took off from the steamer 7000 tons of steam coal, intimating that it was intended to sink her. (25, 386, 285, 428)
dateline: Ottawa, October 30. (751, 1247, 822, 1258)
article-paragraph: The British Embassy has been informed that the Emden flew the Japanese flag. (25, 235, 285, 256)
article-paragraph: Fisher redistributed the British Fleet, concentrating the greater part of it in British waters, and, in Captain Mahan's words, he attained 86 per cent. of its battleship force in or near Home waters. He reorganised the reserve and accelerated the mobilisation by the institution of nucleus crews, the admirable working of which has been witnessed in mobilisation. He discarded and recalled from foreign stations the ships which were of no serious value, and sent them mercilessly to the scrapheap, conserving all his attention for the effective vessels. He instituted a Naval War College at Portsmouth to examine and test plans for naval war. He improved the shooting of the British Navy to such an extent that hits on the target become twice as frequent as in the days before his rule. (295, 977, 418, 1223)
article-paragraph: Rain continues, and is well distributed, including fair falls in the Wimmera and Mallee districts. The weather is still unsettled, and though it is too late to save the crops, the rain is greatly benefit the feeding, and save much starvation of stock. (967, 2302, 1093, 2384)
article-paragraph: There is some anxiety in Toronto (the capital of Ontario) and along the border lest the Germans and Austrians, of whom there are over two hundred thousand in Buffalo (at the eastern end of Lake Erie), may attempt raids. The Home Guard is fortifying Fort Erie, and the Government has been asked to establish volunteer corps. (428, 850, 551, 963)
section-subheading: SUNK IN THE STRAITS OF DOVER. (58, 706, 252, 719)
article-paragraph: The South African correspondent of the "Evening Standard" states that the rebellion was well considered to proceed by a remarkable interview which recently appeared in the New York "World" with a former field cornet in the Boer army named Thiedemann, who told a reporter that the revolt had been planned for years. Thousands of Boers, who settled in the German colonies after the war cherished the idea of reclaiming their country. Many ex-burghers all over the globe were keeping in touch with each other in readiness for such an eventuality. Thiedemann produced a letter from a Boer leader, dated September 20, containing this passage: "Botha does not answer me. I think it a shame that the Boers do not jump in and clean up the English now there are such splendid chances. I am doing all I can to stir up resistance." (25, 1331, 285, 1454)
article-paragraph: The ship finally broke into two pieces. Eleven men were drowned when the stern was carried away, and the remainder took refuge on the bridge and in the rigging. The lifeboats made desperate efforts at rescue. One of them was smashed and two of her crew were drowned. (295, 1787, 418, 1870)
article-paragraph: You'll tak' the high road, And I'll tak' the low road, And I'll be in Scotland before ye; But me and my true love Will never meet again On the bonnie, bonnie banks of Loch Lomond. (697, 2265, 822, 2327)
article-paragraph: Three Germans have been arrested at Halifax for operating a wireless set, the antennae of which trailed from a third-story window, and was concealed in trees. (428, 514, 551, 565)
received-note: (Rec. November 1, 10.30 p.m.) (303, 2012, 410, 2023)
article-paragraph: The following telegram has been received from the High Commissioner:— (25, 1985, 152, 2016)
article-paragraph: A message from Honolulu states that although the repairs to the German gunboat Geier are completed, she is remaining in port for the purpose of keeping the Japanese cruisers watching and preventing their operating against other German vessels. The British and Japanese have unavailingly protested to the local authorities, and are now making representations to Washington. (25, 606, 285, 668)
source-note: ("Times" and Sydney "Sun" Services.) (442, 117, 538, 138)
